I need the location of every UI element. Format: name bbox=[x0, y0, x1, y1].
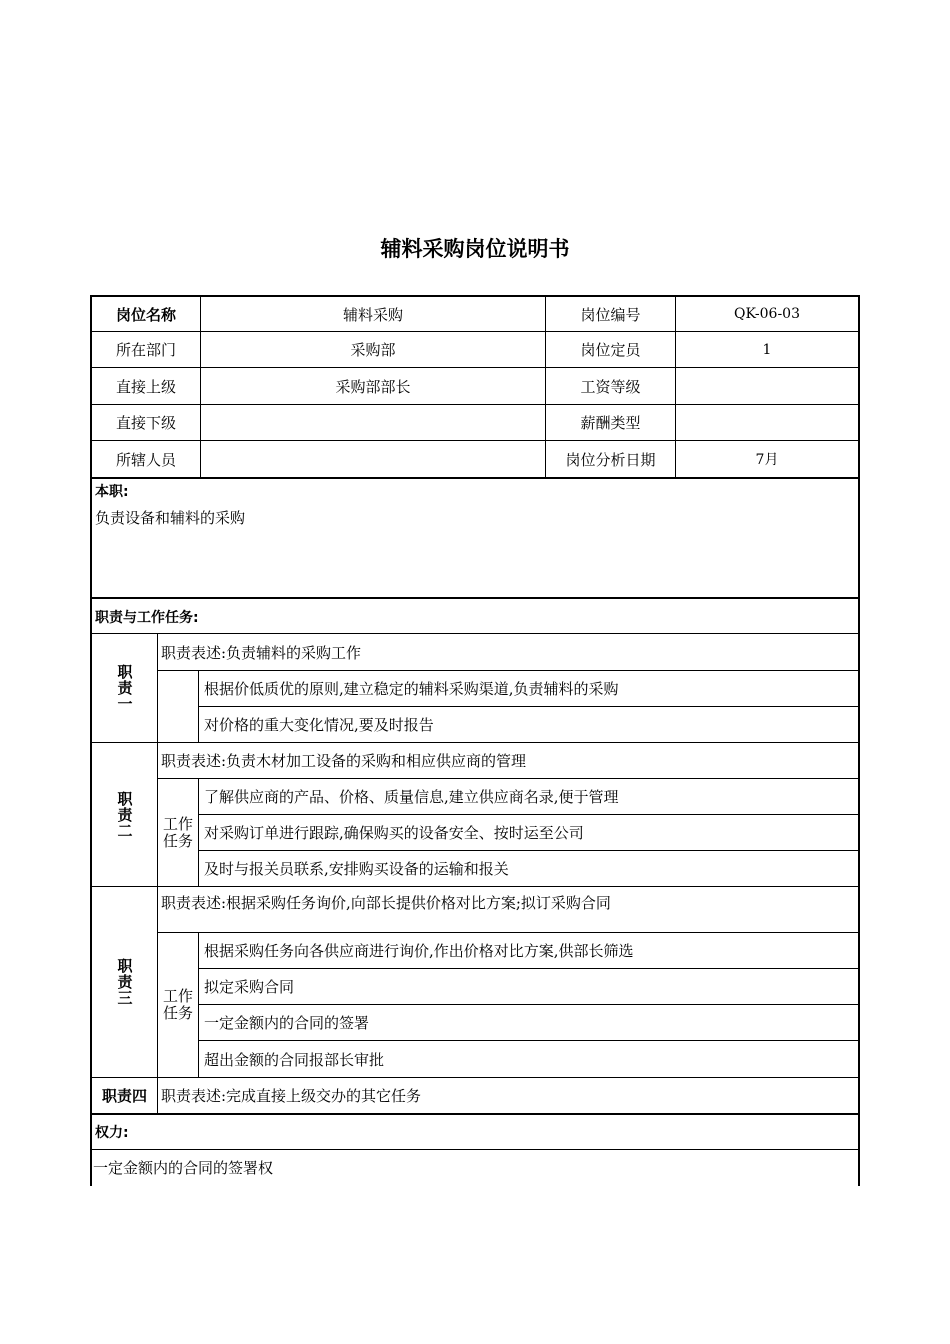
duty-4-label: 职责四 bbox=[101, 1087, 147, 1105]
label-department: 所在部门 bbox=[115, 341, 176, 359]
value-analysis-date: 7月 bbox=[755, 452, 779, 468]
duty-4-statement: 职责表述:完成直接上级交办的其它任务 bbox=[161, 1087, 422, 1105]
duty-2-label bbox=[92, 743, 157, 886]
label-direct-subordinate: 直接下级 bbox=[115, 414, 176, 432]
duty-3-task-label: 工作任务 bbox=[162, 987, 193, 1022]
duty-2-task-1: 了解供应商的产品、价格、质量信息,建立供应商名录,便于管理 bbox=[204, 788, 619, 806]
value-position-code: QK-06-03 bbox=[733, 306, 800, 322]
value-headcount: 1 bbox=[762, 341, 772, 358]
duty-2-label-text: 职责二 bbox=[115, 790, 134, 839]
duty-3-statement: 职责表述:根据采购任务询价,向部长提供价格对比方案;拟订采购合同 bbox=[161, 894, 611, 912]
duty-3-task-4: 超出金额的合同报部长审批 bbox=[204, 1050, 385, 1069]
duty-2-task-2: 对采购订单进行跟踪,确保购买的设备安全、按时运至公司 bbox=[204, 824, 584, 842]
duty-3-label bbox=[92, 887, 157, 1077]
label-position-name: 岗位名称 bbox=[115, 305, 176, 324]
duty-3-task-1: 根据采购任务向各供应商进行询价,作出价格对比方案,供部长筛选 bbox=[204, 942, 634, 960]
value-direct-superior: 采购部部长 bbox=[335, 377, 411, 396]
duties-header: 职责与工作任务: bbox=[95, 609, 199, 626]
label-analysis-date: 岗位分析日期 bbox=[565, 450, 656, 469]
label-direct-superior: 直接上级 bbox=[115, 377, 176, 396]
duty-1-statement: 职责表述:负责辅料的采购工作 bbox=[161, 643, 362, 662]
value-staff-governed bbox=[201, 441, 545, 477]
label-staff-governed: 所辖人员 bbox=[115, 450, 176, 469]
duty-3-task-3: 一定金额内的合同的签署 bbox=[204, 1014, 370, 1032]
value-direct-subordinate bbox=[201, 405, 545, 440]
grid-line bbox=[90, 477, 860, 479]
duty-2-task-3: 及时与报关员联系,安排购买设备的运输和报关 bbox=[204, 860, 509, 878]
value-department: 采购部 bbox=[350, 341, 396, 359]
duty-3-label-text: 职责三 bbox=[115, 958, 134, 1006]
duty-1-label bbox=[92, 634, 157, 742]
duty-2-task-label: 工作任务 bbox=[162, 814, 193, 850]
duty-1-label-text: 职责一 bbox=[115, 664, 134, 712]
value-salary-grade bbox=[676, 368, 858, 404]
table-right-border bbox=[858, 295, 860, 1186]
duty-1-task-2: 对价格的重大变化情况,要及时报告 bbox=[204, 716, 434, 734]
power-label: 权力: bbox=[95, 1125, 129, 1141]
document-title: 辅料采购岗位说明书 bbox=[380, 237, 570, 261]
label-headcount: 岗位定员 bbox=[580, 341, 641, 359]
label-pay-type: 薪酬类型 bbox=[580, 414, 641, 432]
main-duty-text: 负责设备和辅料的采购 bbox=[95, 508, 246, 527]
duty-2-statement: 职责表述:负责木材加工设备的采购和相应供应商的管理 bbox=[161, 752, 527, 770]
value-pay-type bbox=[676, 405, 858, 440]
power-text: 一定金额内的合同的签署权 bbox=[93, 1159, 274, 1177]
grid-line bbox=[90, 1113, 860, 1115]
duty-1-task-1: 根据价低质优的原则,建立稳定的辅料采购渠道,负责辅料的采购 bbox=[204, 680, 619, 698]
value-position-name: 辅料采购 bbox=[342, 305, 403, 324]
label-salary-grade: 工资等级 bbox=[580, 377, 641, 396]
duty-3-task-2: 拟定采购合同 bbox=[204, 978, 295, 996]
main-duty-label: 本职: bbox=[95, 484, 129, 500]
label-position-code: 岗位编号 bbox=[580, 305, 641, 324]
grid-line bbox=[90, 597, 860, 599]
